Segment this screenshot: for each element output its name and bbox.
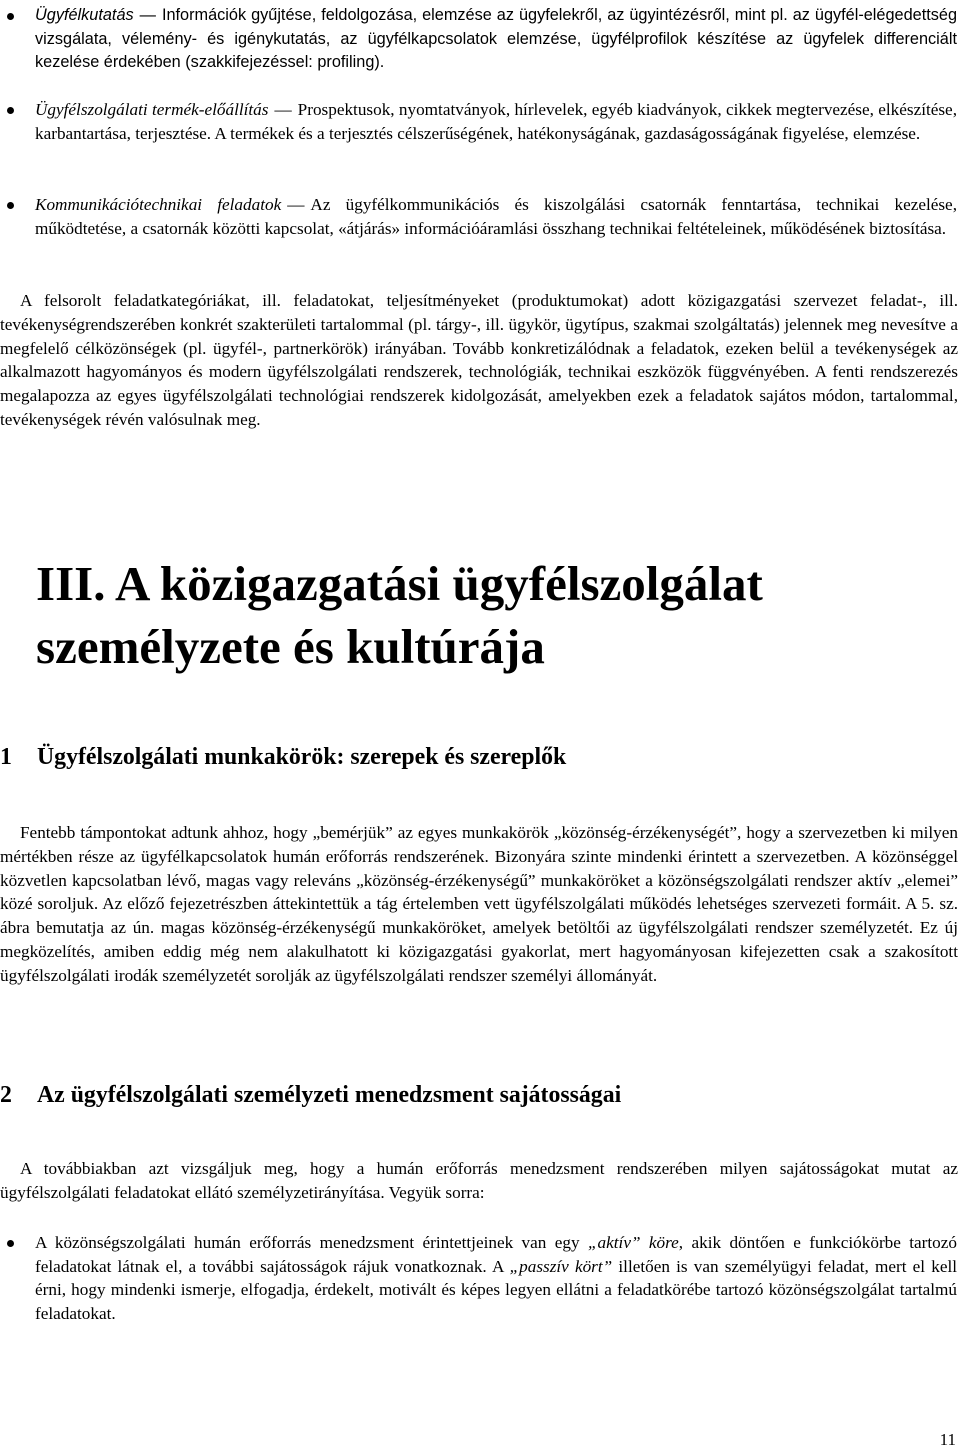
list-item-term: Kommunikációtechnikai feladatok [35, 195, 282, 214]
list-item-term: Ügyfélkutatás [35, 6, 134, 24]
section-number: 1 [0, 744, 12, 770]
page-number: 11 [939, 1430, 956, 1449]
paragraph: A továbbiakban azt vizsgáljuk meg, hogy a humán erőforrás menedzsment rendszerében milyen sajátosságokat mutat az ügyfélszolgálati feladatokat ellátó személyzetirányítása. Vegyük sorra: [0, 1159, 958, 1202]
paragraph: Fentebb támpontokat adtunk ahhoz, hogy „bemérjük” az egyes munkakörök „közönség-érzékenységét”, hogy a szervezetben ki milyen mértékben része az ügyfélkapcsolatok humán erőforrás rendszerének. Bizonyára szinte mindenki érintett a szervezetben. A közönséggel közvetlen kapcsolatban lévő, magas vagy releváns „közönség-érzékenységű” munkaköröket a közönségszolgálati rendszer aktív „elemei” közé soroljuk. Az előző fejezetrészben áttekintettük a tág értelemben vett ügyfélszolgálati működés lehetséges szervezeti formáit. A 5. sz. ábra bemutatja az ún. magas közönség-érzékenységű munkaköröket, amelyek betöltői az ügyfélszolgálati rendszer személyzetét. Ez új megközelítés, amiben eddig még nem alakulhatott ki közigazgatási gyakorlat, mert hagyományosan kifejezetten csak a szakosított ügyfélszolgálati irodák személyzetét sorolják az ügyfélszolgálati rendszer személyi állományát. [0, 823, 958, 985]
bullet-icon [7, 13, 14, 20]
list-item-text: Prospektusok, nyomtatványok, hírlevelek, egyéb kiadványok, cikkek megtervezése, elkészítése, karbantartása, terjesztése. A termékek és a terjesztés célszerűségének, hatékonyságának, gazdaságosságának figyelése, elemzése. [35, 100, 957, 143]
section-title: Ügyfélszolgálati munkakörök: szerepek és szereplők [37, 744, 567, 770]
em-dash: — [274, 100, 292, 119]
bullet-icon [7, 1240, 14, 1247]
section-heading [0, 742, 940, 772]
bullet-icon [7, 202, 14, 209]
section-number: 2 [0, 1082, 12, 1108]
bullet-icon [7, 107, 14, 114]
list-item-text: illetően is van személyügyi feladat, mert el kell érni, hogy mindenki ismerje, elfogadja, érdekelt, motivált és képes legyen ellátni a feladatkörébe tartozó közönségszolgálat tartalmú feladatokat. [35, 1256, 957, 1324]
list-item-text: A közönségszolgálati humán erőforrás menedzsment érintettjeinek van egy [35, 1233, 588, 1252]
list-item-text: Információk gyűjtése, feldolgozása, elemzése az ügyfelekről, az ügyintézésről, mint pl. az ügyfél-elégedettség vizsgálata, vélemény- és igénykutatás, az ügyfélkapcsolatok elemzése, ügyfélprofilok készítése az ügyfelek differenciált kezelése érdekében (szakkifejezéssel: profiling). [35, 6, 957, 72]
em-dash: — [139, 6, 156, 24]
list-item-text: , akik döntően e funkciókörbe tartozó feladatokat látnak el, a további sajátosságok rájuk vonatkoznak. A [35, 1233, 957, 1276]
section-title: Az ügyfélszolgálati személyzeti menedzsment sajátosságai [37, 1082, 622, 1108]
list-item-text: Az ügyfélkommunikációs és kiszolgálási csatornák fenntartása, technikai kezelése, működtetése, a csatornák közötti kapcsolat, «átjárás» információáramlási összhang technikai feltételeinek, működésének biztosítása. [35, 195, 957, 238]
list-item-term: Ügyfélszolgálati termék-előállítás [35, 100, 269, 119]
em-dash: — [287, 195, 305, 214]
emphasis-text: „passzív kört” [509, 1256, 613, 1276]
emphasis-text: „aktív” köre [587, 1233, 679, 1252]
chapter-title: III. A közigazgatási ügyfélszolgálat személyzete és kultúrája [36, 556, 763, 674]
section-heading [0, 1080, 940, 1110]
paragraph: A felsorolt feladatkategóriákat, ill. feladatokat, teljesítményeket (produktumokat) adott közigazgatási szervezet feladat-, ill. tevékenységrendszerében konkrét szakterületi tartalommal (pl. tárgy-, ill. ügykör, ügytípus, szakmai szolgáltatás) jelennek meg nevesítve a megfelelő célközönségek (pl. ügyfél-, partnerkörök) irányában. Tovább konkretizálódnak a feladatok, ezeken belül a tevékenységek az alkalmazott hagyományos és modern ügyfélszolgálati rendszerek, technológiák, technikai eszközök függvényében. A fenti rendszerezés megalapozza az egyes ügyfélszolgálati technológiai rendszerek kidolgozását, amelyekben ezek a feladatok sajátos módon, tartalommal, tevékenységek révén valósulnak meg. [0, 291, 958, 429]
